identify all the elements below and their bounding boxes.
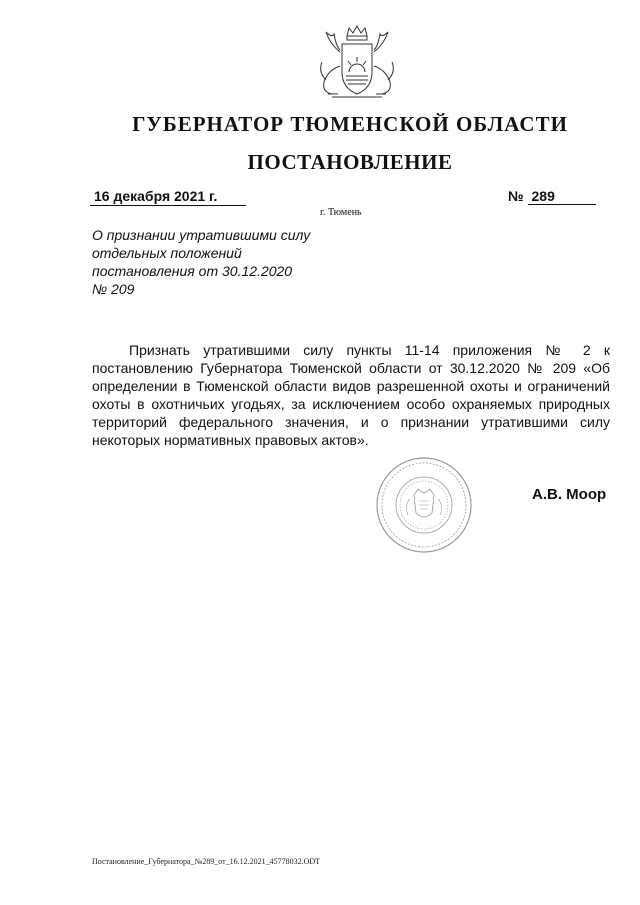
subject-line: О признании утратившими силу: [92, 227, 311, 243]
subject-line: постановления от 30.12.2020: [92, 263, 293, 279]
official-seal-stamp: [374, 455, 474, 555]
signer-name: А.В. Моор: [532, 486, 607, 503]
issuer-title: ГУБЕРНАТОР ТЮМЕНСКОЙ ОБЛАСТИ: [132, 112, 568, 136]
coat-of-arms-emblem: [312, 22, 402, 102]
subject-line: отдельных положений: [92, 245, 242, 261]
place-of-issue: г. Тюмень: [320, 207, 362, 218]
number-label: №: [508, 188, 524, 204]
subject-heading: [92, 226, 332, 298]
footer-filename: Постановление_Губернатора_№289_от_16.12.2021_45778032.ODT: [92, 857, 321, 866]
document-number: 289: [528, 188, 596, 205]
document-type: ПОСТАНОВЛЕНИЕ: [247, 150, 453, 174]
body-paragraph: Признать утратившими силу пункты 11-14 приложения № 2 к постановлению Губернатора Тюменской области от 30.12.2020 № 209 «Об определении в Тюменской области видов разрешенной охоты и ограничений охоты в охотничьих угодьях, за исключением особо охраняемых природных территорий федерального значения, и о признании утратившими силу некоторых нормативных правовых актов».: [92, 342, 610, 448]
document-date: 16 декабря 2021 г.: [90, 188, 246, 206]
document-number-field: [508, 188, 604, 205]
subject-line: № 209: [92, 281, 135, 297]
